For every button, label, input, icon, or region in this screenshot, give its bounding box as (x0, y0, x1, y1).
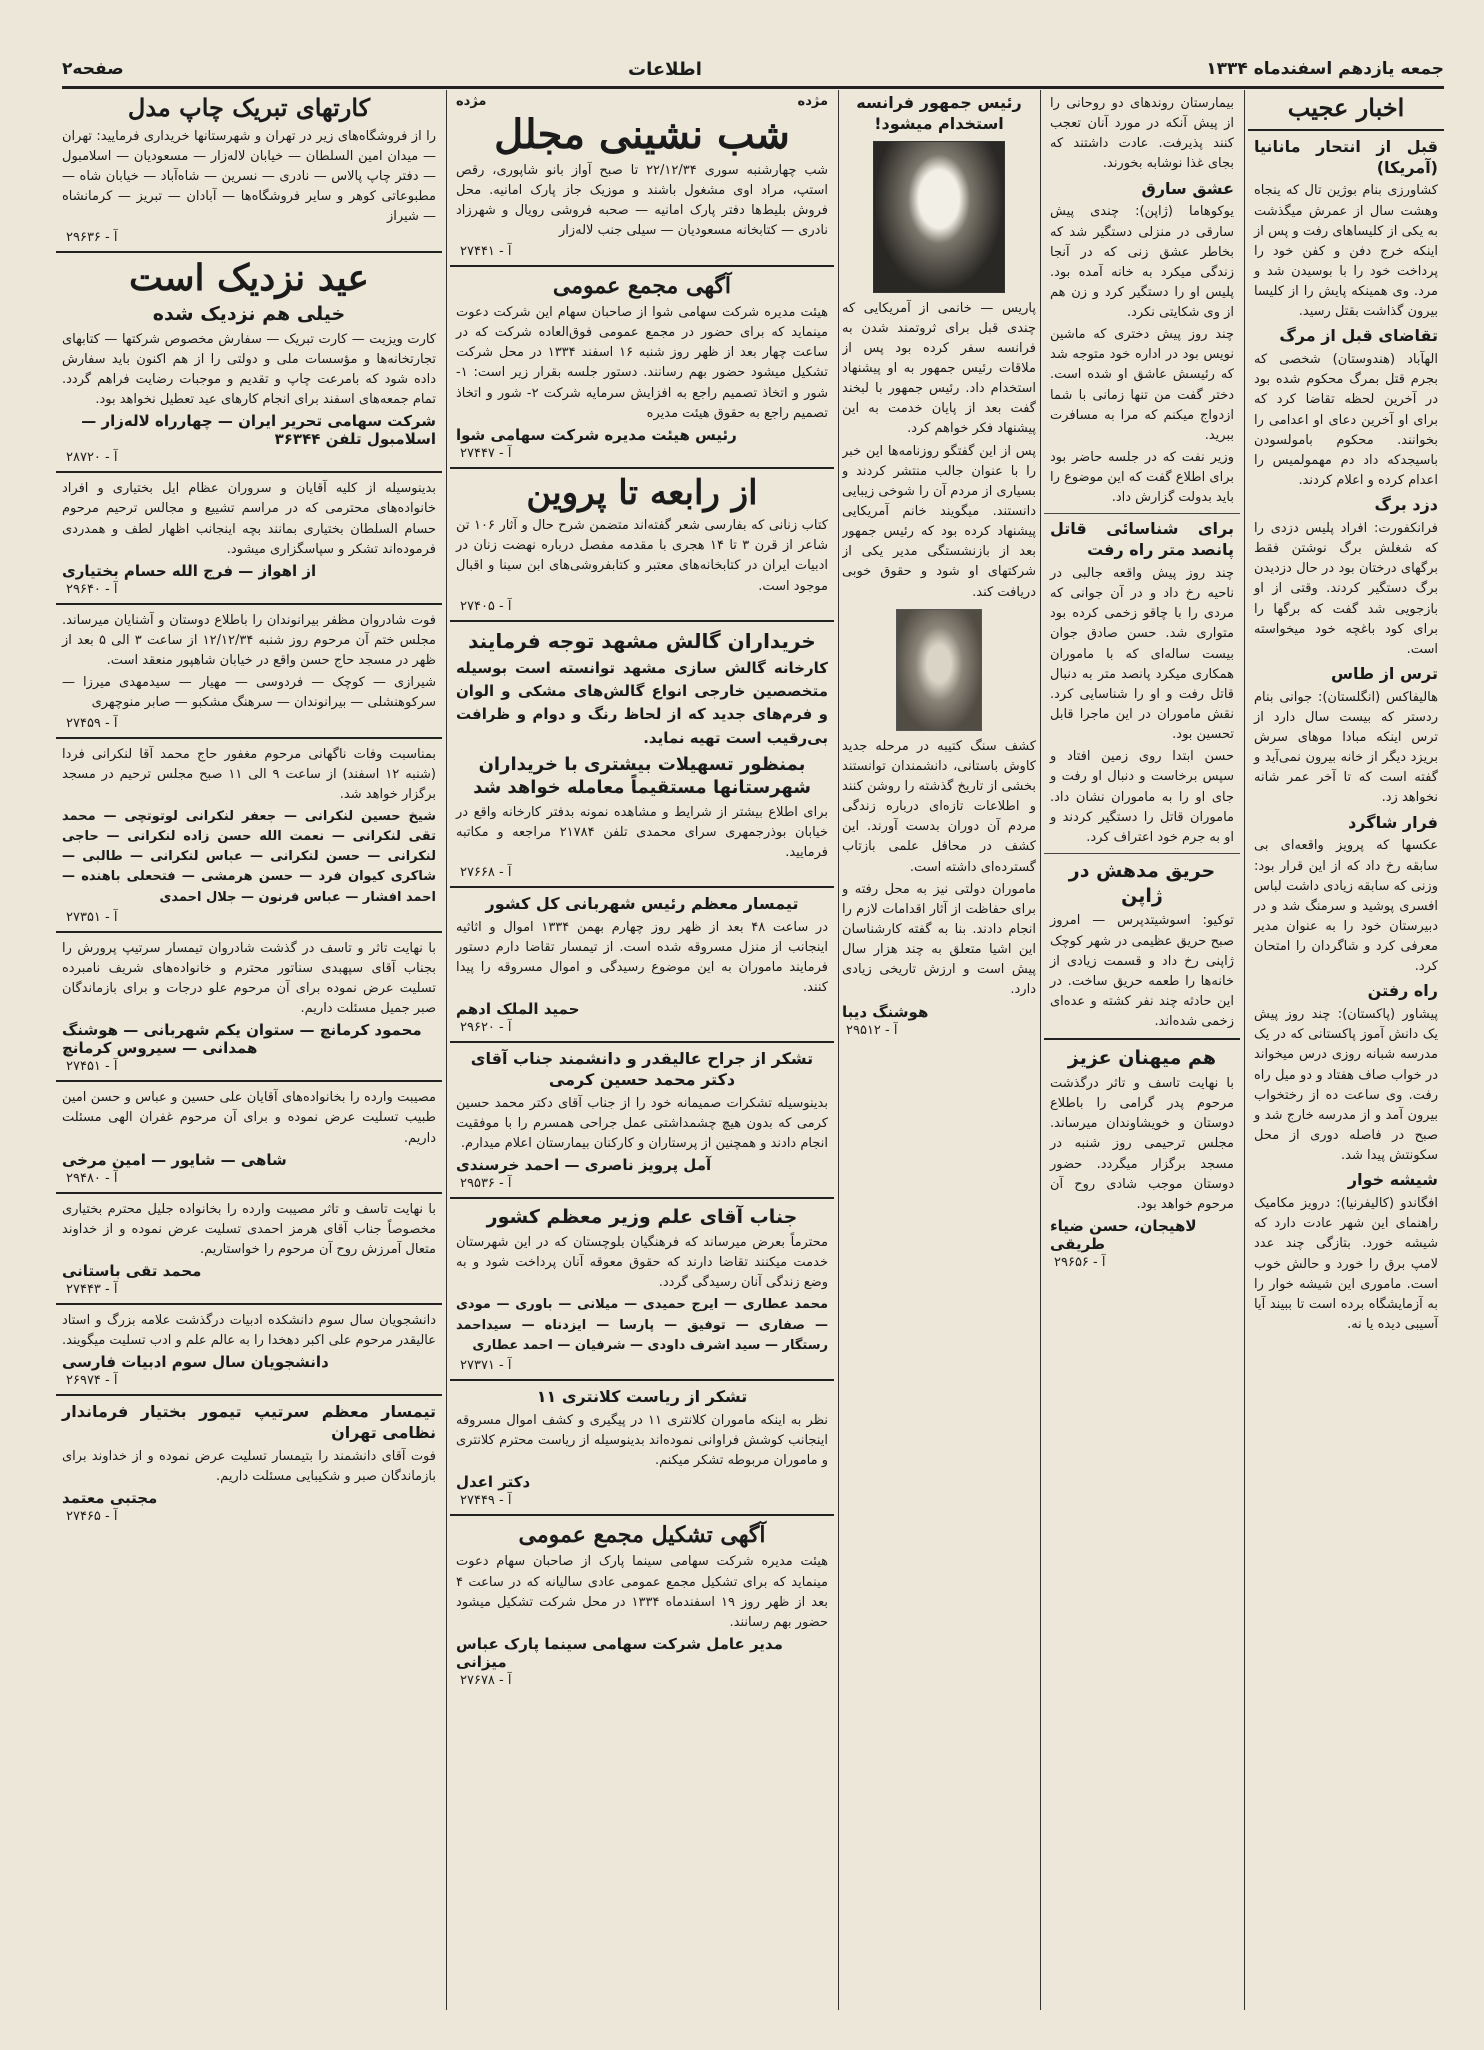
ad-code: آ - ۲۷۴۴۹ (460, 1493, 512, 1509)
news-item (1050, 859, 1234, 1032)
rule (450, 1041, 834, 1043)
ad-code: آ - ۲۷۶۶۸ (460, 864, 512, 880)
news-item (1254, 326, 1438, 491)
rule (1248, 129, 1444, 131)
news-item (1050, 179, 1234, 509)
body-text: هیئت مدیره شرکت سهامی سینما پارک از صاحبان سهام دعوت مینماید که برای تشکیل مجمع عمومی عادی سالیانه که در ساعت ۴ بعد از ظهر روز ۱۹ اسفندماه ۱۳۳۴ در محل شرکت تشکیل میشود حضور بهم رسانند. (456, 1554, 828, 1630)
rule (56, 603, 442, 605)
body-text: چند روز پیش واقعه جالبی در ناحیه رخ داد و در آن جوانی که مردی را با چاقو زخمی کرده بود متواری شد. حسن صادق جوان بیست ساله‌ای که با ماموران همکاری میکرد پانصد متر به دنبال قاتل رفت و او را شناسایی کرد. نقش ماموران در این ماجرا قابل تحسین بود. (1050, 566, 1234, 743)
signature: هوشنگ دیبا (842, 1002, 929, 1021)
signature: دانشجویان سال سوم ادبیات فارسی (62, 1353, 329, 1372)
rule (56, 251, 442, 253)
headline: رئیس جمهور فرانسه استخدام میشود! (856, 93, 1022, 133)
rule (450, 1197, 834, 1199)
body-text: پاریس — خانمی از آمریکایی که چندی قبل برای ثروتمند شدن به فرانسه سفر کرده بود پس از ملاقات رئیس جمهور به او پیشنهاد استخدام داد. رئیس جمهور با لبخند گفت بعد از پایان خدمت به این پیشنهاد فکر خواهم کرد. (842, 300, 1036, 437)
news-item (1050, 94, 1234, 175)
headline: حریق مدهش در ژاپن (1068, 860, 1216, 907)
body-text: توکیو: اسوشیتدپرس — امروز صبح حریق عظیمی در شهر کوچک ژاپنی رخ داد و قسمت زیادی از خانه‌ها را طعمه حریق ساخت. در این حادثه چند نفر کشته و عده‌ای زخمی شده‌اند. (1050, 913, 1234, 1030)
body-text: محترماً بعرض میرساند که فرهنگیان بلوچستان که در این شهرستان خدمت میکنند تقاضا دارند که حقوق معوقه آنان پرداخت شود و به وضع زندگی آنان رسیدگی گردد. (456, 1235, 828, 1291)
signature: مجتبی معتمد (62, 1489, 158, 1508)
body-text: کارت ویزیت — کارت تبریک — سفارش مخصوص شرکتها — کتابهای تجارتخانه‌ها و مؤسسات ملی و دولتی را از هم اکنون باید سفارش داده شود که بامرعت چاپ و تقدیم و موجبات رضایت فراهم گردد. تمام جمعه‌های اسفند برای انجام کارهای عید تعطیل نخواهد بود. (62, 331, 436, 408)
body-text: با نهایت تاسف و تاثر مصیبت وارده را بخانواده جلیل محترم بختیاری مخصوصاً جناب آقای هرمز احمدی تسلیت عرض نموده و از خداوند متعال آمرزش روح آن مرحوم را خواستاریم. (62, 1201, 436, 1257)
rule (56, 471, 442, 473)
signature: لاهیجان، حسن ضیاء طریقی (1050, 1216, 1197, 1253)
headline: جناب آقای علم وزیر معظم کشور (486, 1206, 798, 1229)
headline: عشق سارق (1141, 178, 1234, 198)
notice-condolence (62, 939, 436, 1075)
ad-code: آ - ۲۷۳۷۱ (460, 1357, 512, 1373)
body-text: کشف سنگ کتیبه در مرحله جدید کاوش باستانی، دانشمندان توانستند بخشی از تاریخ گذشته را روشن کنند و اطلاعات تازه‌ای درباره زندگی مردم آن دوران بدست آورند. این کشف در محافل علمی بازتاب گسترده‌ای داشته است. (842, 738, 1036, 875)
notice-condolence (62, 1088, 436, 1185)
signature: شاهی — شایور — امین مرخی (62, 1150, 287, 1169)
rule (56, 737, 442, 739)
ad-cards (62, 94, 436, 245)
ad-code: آ - ۲۶۹۷۴ (66, 1373, 118, 1389)
column-divider (1040, 90, 1041, 2010)
ad-code: آ - ۲۹۵۳۶ (460, 1176, 512, 1192)
rule (450, 1514, 834, 1516)
headline: هم میهنان عزیز (1067, 1047, 1217, 1070)
signature: محمد تقی باستانی (62, 1262, 202, 1281)
headline: دزد برگ (1374, 495, 1438, 515)
ad-code: آ - ۲۹۶۳۶ (66, 229, 118, 245)
names-list: شیخ حسین لنکرانی — جعفر لنکرانی لوتوتچی — محمد تقی لنکرانی — نعمت الله حسن زاده لنکرانی — حاجی لنکرانی — حسن لنکرانی — عباس لنکرانی — طالبی — شاکری کیوان فرد — حسن هرمشی — فتحعلی باهنده — احمد افشار — عباس فرنون — جلال احمدی (62, 809, 436, 905)
ad-code: آ - ۲۹۶۵۶ (1054, 1254, 1106, 1270)
signature: محمود کرمانچ — ستوان یکم شهربانی — هوشنگ همدانی — سیروس کرمانچ (62, 1021, 422, 1058)
column-divider (838, 90, 839, 2010)
names-list: شیرازی — کوچک — فردوسی — مهیار — سیدمهدی میرزا — سرکوهنشلی — بیرانوندان — سرهنگ مشکبو — صابر منوچهری (62, 675, 436, 711)
signature: شرکت سهامی تحریر ایران — چهارراه لاله‌زار — اسلامبول تلفن ۳۶۳۴۴ (81, 412, 436, 449)
ad-eid (62, 256, 436, 466)
headline: تیمسار معظم سرتیپ تیمور بختیار فرماندار نظامی تهران (62, 1402, 436, 1443)
ad-code: آ - ۲۷۴۴۳ (66, 1282, 118, 1298)
body-text: بیمارستان روندهای دو روحانی را از پیش آنکه در مورد آنان تعجب کنند پذیرفت. عادت داشتند که بجای غذا نوشابه بخورند. (1050, 96, 1234, 172)
signature: حمید الملک ادهم (456, 1000, 580, 1019)
headline: کارتهای تبریک چاپ مدل (127, 93, 371, 122)
ad-thanks-police (456, 1387, 828, 1508)
ad-code: آ - ۲۷۴۴۱ (460, 243, 512, 259)
headline: فرار شاگرد (1348, 812, 1438, 832)
rule (56, 1394, 442, 1396)
news-item (1050, 519, 1234, 848)
rule (450, 467, 834, 469)
body-text: هیئت مدیره شرکت سهامی شوا از صاحبان سهام این شرکت دعوت مینماید که برای حضور در مجمع عمومی فوق‌العاده شرکت که در ساعت چهار بعد از ظهر روز شنبه ۱۶ اسفند ۱۳۳۴ در محل شرکت تشکیل میشود حضور بهم رسانند. دستور جلسه بقرار زیر است: ۱- شور و اتخاذ تصمیم راجع به افزایش سرمایه شرکت ۲- شور و اتخاذ تصمیم راجع به حقوق هیئت مدیره (456, 304, 829, 421)
news-item (1050, 1046, 1234, 1270)
headline: راه رفتن (1367, 981, 1438, 1001)
ad-code: آ - ۲۷۳۵۱ (66, 909, 118, 925)
ad-code: آ - ۲۷۴۵۱ (66, 1059, 118, 1075)
body-text: با نهایت تاثر و تاسف در گذشت شادروان تیمسار سرتیپ پرورش را بجناب آقای سپهبدی سناتور محترم و خانواده‌های شریف نامبرده تسلیت عرض نموده برای آن مرحوم علو درجات و برای بازماندگان صبر جمیل مسئلت داریم. (62, 940, 436, 1017)
body-text: افگاندو (کالیفرنیا): درویز مکامیک راهنمای این شهر عادت دارد که شیشه خورد. بتازگی چند عدد لامپ برق را خورد و حالش خوب است. ماموری این شیشه خوار را به آزمایشگاه برده است تا ببیند آیا آسیبی دیده یا نه. (1254, 1196, 1438, 1332)
ad-code: آ - ۲۷۴۴۷ (460, 445, 512, 461)
ad-thanks-surgeon (456, 1049, 828, 1191)
rule (1044, 513, 1240, 514)
ad-code: آ - ۲۸۷۲۰ (66, 450, 118, 466)
signature: دکتر اعدل (456, 1473, 531, 1492)
ad-tags (456, 94, 828, 109)
ad-party (456, 94, 828, 259)
newspaper-name: اطلاعات (627, 58, 702, 80)
headline: قبل از انتحار مانانیا (آمریکا) (1254, 136, 1438, 177)
signature: مدیر عامل شرکت سهامی سینما پارک عباس میزانی (456, 1635, 783, 1672)
body-text: ماموران دولتی نیز به محل رفته و برای حفاظت از آثار اقدامات لازم را انجام دادند. بنا به گفته کارشناسان این اشیا متعلق به چند هزار سال پیش است و ارزش تاریخی زیادی دارد. (842, 881, 1036, 998)
body-text: بدینوسیله از کلیه آقایان و سروران عظام ایل بختیاری و افراد خانواده‌های محترمی که در مراسم تشییع و مجالس ترحیم مرحوم حسام السلطان بختیاری بمانند بچه اینجانب اظهار لطف و همدردی فرموده‌اند تشکر و سپاسگزاری میشود. (62, 481, 436, 557)
news-item (1254, 981, 1438, 1166)
headline: برای شناسائی قاتل پانصد متر راه رفت (1050, 519, 1234, 560)
ad-code: آ - ۲۹۶۲۰ (460, 1020, 512, 1036)
signature: از اهواز — فرج الله حسام بختیاری (62, 561, 317, 580)
column-news-strange (1248, 90, 1444, 2010)
news-item (1254, 495, 1438, 660)
body-text: در ساعت ۴۸ بعد از ظهر روز چهارم بهمن ۱۳۳۴ اموال و اثاثیه اینجانب از منزل مسروقه شده است. از تیمسار تقاضا دارم دستور فرمایند ماموران به این موضوع رسیدگی و اموال مسروقه را پیدا کنند. (456, 919, 828, 996)
notice-students (62, 1311, 436, 1388)
notice-condolence (62, 1200, 436, 1297)
ad-code: آ - ۲۷۴۰۵ (460, 598, 512, 614)
body-text: کشاورزی بنام بوژین تال که ینجاه وهشت سال از عمرش میگذشت به یکی از کلیساهای رفت و پس از اینکه خرج دفن و کفن خود را پرداخت خود را با بوسیدن شد و مرد. وی همینکه پایش را از کلیسا بیرون گذاشت بقتل رسید. (1254, 183, 1438, 320)
ad-tag: مژده (456, 94, 487, 109)
rule (450, 1379, 834, 1381)
column-divider (446, 90, 447, 2010)
rule (450, 620, 834, 622)
artifact-photo (896, 609, 982, 731)
column-news-3 (842, 90, 1036, 2010)
body-text: فوت آقای دانشمند را بتیمسار تسلیت عرض نموده و از خداوند برای بازماندگان صبر و شکیبایی مسئلت داریم. (62, 1449, 436, 1485)
ad-meeting (456, 273, 828, 461)
ad-code: آ - ۲۹۶۴۰ (66, 581, 118, 597)
portrait-photo (873, 141, 1005, 293)
news-item (1254, 813, 1438, 978)
body-text: بدینوسیله تشکرات صمیمانه خود را از جناب آقای دکتر محمد حسین کرمی که بدون هیچ چشمداشتی عمل جراحی همسرم را با موفقیت انجام دادند و همچنین از پرستاران و کارکنان بیمارستان اعلام میدارم. (456, 1095, 828, 1152)
ad-code: آ - ۲۹۵۱۲ (846, 1022, 898, 1038)
body-text: کارخانه گالش سازی مشهد توانسته است بوسیله متخصصین خارجی انواع گالش‌های مشکی و الوان و فرم‌های جدید که از لحاظ رنگ و دوام و ظرافت بی‌رقیب است تهیه نماید. (456, 658, 828, 747)
signatories: محمد عطاری — ایرج حمیدی — میلانی — باوری — مودی — صفاری — توفیق — پارسا — ایزدناه — سیداحمد رستگار — سید اشرف داودی — شرفیان — احمد عطاری (456, 1297, 828, 1353)
ad-code: آ - ۲۹۴۸۰ (66, 1170, 118, 1186)
rule (1044, 853, 1240, 854)
ad-galoshes (456, 628, 828, 880)
notice-memorial (62, 745, 436, 925)
rule (56, 1080, 442, 1082)
page-number: صفحه۲ (62, 59, 124, 79)
body-text: چند روز پیش دختری که ماشین نویس بود در اداره خود متوجه شد که رئیسش عاشق او شده است. دختر گفت من تنها زمانی با شما ازدواج میکنم که مرا به مسافرت ببرید. (1050, 327, 1234, 443)
news-item (1254, 664, 1438, 809)
headline: از رابعه تا پروین (526, 472, 758, 513)
headline: تشکر از ریاست کلانتری ۱۱ (536, 1386, 748, 1406)
rule (56, 931, 442, 933)
ad-code: آ - ۲۷۴۵۹ (66, 715, 118, 731)
headline: ترس از طاس (1330, 663, 1438, 683)
body-text: برای اطلاع بیشتر از شرایط و مشاهده نمونه بدفتر کارخانه واقع در خیابان بوذرجمهری سرای محمدی تلفن ۲۱۷۸۴ مراجعه و مکاتبه فرمایید. (456, 804, 828, 860)
column-news-2 (1044, 90, 1240, 2010)
issue-date: جمعه یازدهم اسفندماه ۱۳۳۴ (1206, 59, 1444, 79)
body-text: کتاب زنانی که بفارسی شعر گفته‌اند متضمن شرح حال و آثار ۱۰۶ تن شاعر از قرن ۳ تا ۱۴ هجری با مقدمه مفصل درباره نهضت زنان در ادبیات ایران در کتابخانه‌های معتبر و کتابفروشی‌های ابن سینا و اقبال موجود است. (456, 518, 828, 594)
headline: تقاضای قبل از مرگ (1279, 326, 1438, 346)
headline: آگهی مجمع عمومی (552, 272, 732, 299)
body-text: فوت شادروان مظفر بیرانوندان را باطلاع دوستان و آشنایان میرساند. مجلس ختم آن مرحوم روز شنبه ۱۲/۱۲/۳۴ از ساعت ۳ الی ۵ بعد از ظهر در مسجد حاج حسن واقع در خیابان شاهپور منعقد است. (62, 612, 436, 669)
body-text: را از فروشگاه‌های زیر در تهران و شهرستانها خریداری فرمایید: تهران — میدان امین السلطان — خیابان لاله‌زار — مسعودیان — اسلامبول — دفتر چاپ پالاس — نادری — نسرین — شاه‌آباد — خیابان شاه — مطبوعاتی کوهر و سایر فروشگاه‌ها — آبادان — تبریز — کرمانشاه — شیراز (62, 128, 436, 225)
body-text: حسن ابتدا روی زمین افتاد و سپس برخاست و دنبال او رفت و جای او را به ماموران نشان داد. ماموران قاتل را دستگیر کردند و او به جرم خود اعتراف کرد. (1050, 749, 1234, 845)
signature: رئیس هیئت مدیره شرکت سهامی شوا (456, 425, 737, 444)
ad-code: آ - ۲۷۴۶۵ (66, 1509, 118, 1525)
headline: شب نشینی مجلل (494, 111, 790, 158)
news-item (1254, 137, 1438, 323)
headline: شیشه خوار (1347, 1170, 1438, 1190)
body-text: دانشجویان سال سوم دانشکده ادبیات درگذشت علامه بزرگ و استاد عالیقدر مرحوم علی اکبر دهخدا را به عالم علم و ادب تسلیت میگویند. (62, 1313, 436, 1349)
column-ads (450, 90, 834, 2010)
body-text: عکسها که پرویز واقعه‌ای بی سابقه رخ داد که از این قرار بود: وزنی که سابقه زیادی داشت لباس افسری پوشید و سرمنگ شد و در دبیرستان خود را به عنوان مدیر معرفی کرد و شاگردان را امتحان کرد. (1254, 838, 1438, 975)
body-text: بمناسبت وفات ناگهانی مرحوم مغفور حاج محمد آقا لنکرانی فردا (شنبه ۱۲ اسفند) از ساعت ۹ الی ۱۱ صبح مجلس ترحیم در مسجد برگزار خواهد شد. (62, 746, 436, 802)
headline: خریداران گالش مشهد توجه فرمایند (468, 628, 816, 653)
body-text: مصیبت وارده را بخانواده‌های آقایان علی حسین و عباس و حسن امین طبیب تسلیت عرض نموده و برای آن مرحوم غفران الهی مسئلت داریم. (62, 1090, 436, 1146)
ad-letter-minister (456, 1205, 828, 1373)
headline: عید نزدیک است (129, 256, 369, 299)
headline: تشکر از جراح عالیقدر و دانشمند جناب آقای دکتر محمد حسین کرمی (470, 1049, 814, 1090)
body-text: با نهایت تاسف و تاثر درگذشت مرحوم پدر گرامی را باطلاع دوستان و خویشاوندان میرساند. مجلس ترحیمی روز شنبه در مسجد برگزار میگردد. حضور دوستان موجب شادی روح آن مرحوم خواهد بود. (1050, 1075, 1234, 1212)
headline: آگهی تشکیل مجمع عمومی (518, 1522, 766, 1549)
body-text: فرانکفورت: افراد پلیس دزدی را که شغلش برگ نوشتن فقط برگهای درختان بود در حال دزدیدن برگ دستگیر کردند. وقتی از او بازجویی شد گفت که برگها را برای کود باغچه خود میخواسته است. (1254, 520, 1438, 657)
subheadline: خیلی هم نزدیک شده (152, 303, 346, 326)
body-text: هالیفاکس (انگلستان): جوانی بنام ردستر که بیست سال دارد از ترس اینکه مبادا موهای سرش بریزد دیگر از خانه بیرون نمی‌آید و گفته است که تا آخر عمر شانه نخواهد زد. (1254, 689, 1438, 806)
rule (56, 1192, 442, 1194)
body-text: پس از این گفتگو روزنامه‌ها این خبر را با عنوان جالب منتشر کردند و بسیاری از مردم آن را شوخی زیبایی دانستند. میگویند خانم آمریکایی پیشنهاد کرده بود که رئیس جمهور بعد از بازنشستگی مدیر یکی از شرکتهای او شود و حقوق خوبی دریافت کند. (842, 443, 1036, 600)
signature: آمل پرویز ناصری — احمد خرسندی (456, 1156, 712, 1175)
ad-book (456, 472, 828, 614)
ad-police (456, 894, 828, 1035)
section-title: اخبار عجیب (1287, 93, 1405, 122)
rule (450, 265, 834, 267)
rule (1044, 1038, 1240, 1040)
notice-general (62, 1402, 436, 1524)
body-text: شب چهارشنبه سوری ۲۲/۱۲/۳۴ تا صبح آواز بانو شاپوری، رقص استپ، مراد اوی مشغول باشند و موزیک جاز پارک امانیه. محل فروش بلیط‌ها دفتر پارک امانیه — صحبه فروشی رویال و شهرزاد نادری — کتابخانه مسعودیان — سیلی جنب لاله‌زار (456, 163, 828, 239)
subheadline: بمنظور تسهیلات بیشتری با خریداران شهرستانها مستقیماً معامله خواهد شد (473, 753, 811, 799)
notice-funeral (62, 611, 436, 731)
column-divider (1244, 90, 1245, 2010)
rule (450, 886, 834, 888)
body-text: پیشاور (پاکستان): چند روز پیش یک دانش آموز پاکستانی که در یک مدرسه شبانه روزی درس میخواند در خواب صاف هفتاد و دو میل راه رفت. وی ساعت ده از رختخواب بیرون آمد و از مدرسه خارج شد و صبح در فاصله دوری از محل سکونتش پیدا شد. (1254, 1007, 1438, 1164)
body-text: الهآباد (هندوستان) شخصی که بجرم قتل بمرگ محکوم شده بود در آخرین لحظه تقاضا کرد که برای او آخرین دعای او اعدامی را بخوانند. محکوم بامولسودن باسیجدکه داد دم مهمولمیس را اعدام کرده و اعلام کردند. (1254, 352, 1438, 489)
headline: تیمسار معظم رئیس شهربانی کل کشور (485, 893, 799, 913)
notice-thanks (62, 479, 436, 597)
body-text: نظر به اینکه ماموران کلانتری ۱۱ در پیگیری و کشف اموال مسروقه اینجانب کوشش فراوانی نموده‌اند بدینوسیله از ریاست محترم کلانتری و ماموران مربوطه تشکر میکنم. (456, 1412, 828, 1468)
body-text: وزیر نفت که در جلسه حاضر بود برای اطلاع گفت که این موضوع را باید بدولت گزارش داد. (1050, 450, 1234, 506)
ad-cinema-meeting (456, 1522, 828, 1688)
masthead (62, 52, 1444, 89)
body-text: یوکوهاما (ژاپن): چندی پیش سارقی در منزلی دستگیر شد که بخاطر عشق زنی که در آنجا زندگی میکرد به خانه آمده بود. پلیس او را دستگیر کرد و زن هم از وی شکایتی نکرد. (1050, 204, 1234, 321)
news-item (1254, 1170, 1438, 1335)
ad-tag: مژده (797, 94, 828, 109)
column-ads-left (56, 90, 442, 2010)
ad-code: آ - ۲۷۶۷۸ (460, 1673, 512, 1689)
rule (56, 1303, 442, 1305)
